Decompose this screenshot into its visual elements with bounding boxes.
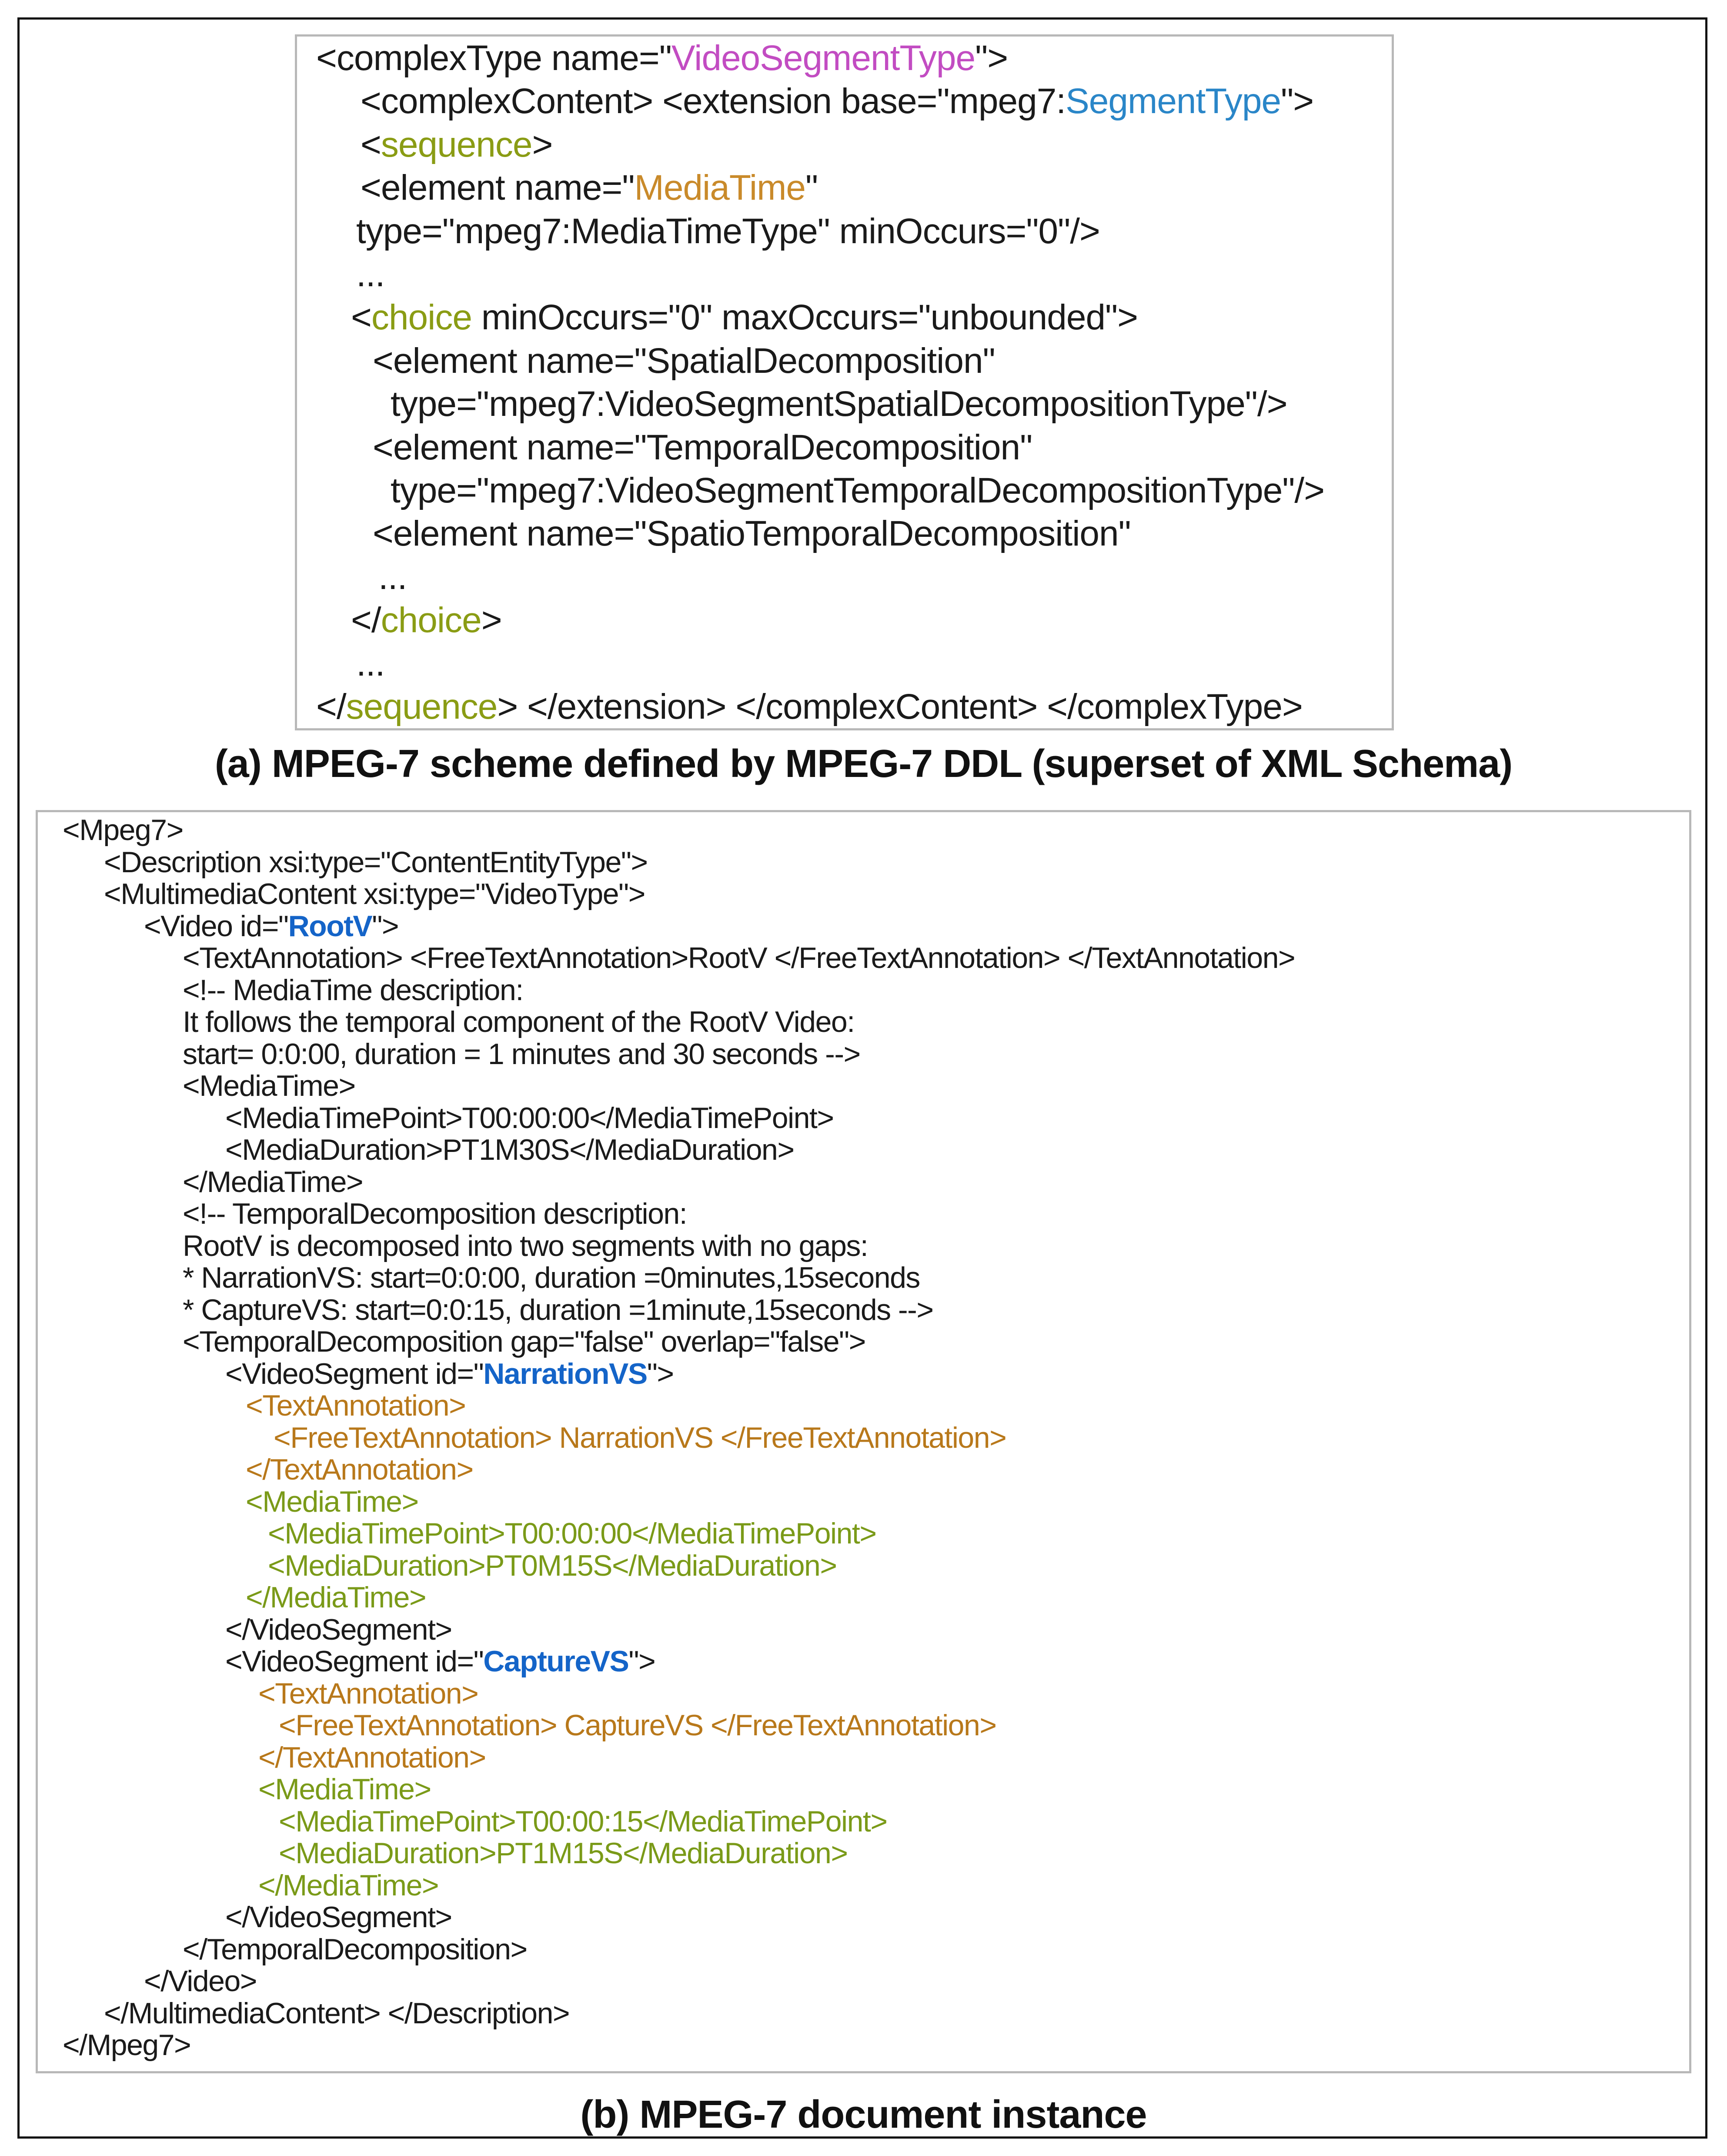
code-text: <complexContent> <extension base="mpeg7:: [361, 81, 1066, 121]
code-line: [279, 1838, 848, 1870]
code-line: [63, 2029, 190, 2062]
code-line: [183, 1230, 868, 1262]
code-text: <MediaDuration>PT1M30S</MediaDuration>: [225, 1133, 794, 1166]
code-line: [373, 339, 995, 382]
code-text: </: [316, 687, 346, 726]
code-line: [183, 1934, 527, 1966]
code-text: </Video>: [144, 1965, 257, 1998]
code-line: [391, 382, 1287, 425]
code-line: [183, 1262, 920, 1294]
code-text: </Mpeg7>: [63, 2029, 191, 2062]
code-line: [144, 1965, 257, 1998]
code-text: <element name="TemporalDecomposition": [373, 427, 1032, 467]
code-line: [225, 1102, 834, 1135]
code-highlight: CaptureVS: [483, 1645, 629, 1678]
code-text: <Mpeg7>: [63, 814, 183, 847]
code-text: </TemporalDecomposition>: [183, 1932, 527, 1966]
code-line: [391, 469, 1324, 512]
code-highlight: <MediaTime>: [258, 1773, 431, 1806]
code-highlight: SegmentType: [1066, 81, 1281, 121]
code-text: <MediaTime>: [183, 1069, 355, 1102]
code-line: [225, 1902, 452, 1934]
code-line: [104, 1998, 569, 2030]
code-text: * CaptureVS: start=0:0:15, duration =1minute,15seconds -->: [183, 1293, 933, 1326]
code-highlight: NarrationVS: [483, 1357, 647, 1390]
code-text: </VideoSegment>: [225, 1613, 452, 1646]
code-highlight: MediaTime: [634, 168, 806, 208]
code-highlight: RootV: [288, 909, 372, 943]
code-line: [246, 1390, 465, 1422]
code-text: <element name="SpatialDecomposition": [373, 341, 995, 381]
code-text: ">: [372, 909, 399, 943]
code-text: ...: [378, 557, 407, 597]
caption-b: (b) MPEG-7 document instance: [580, 2093, 1147, 2136]
code-line: [183, 1070, 355, 1102]
code-text: <VideoSegment id=": [225, 1357, 484, 1390]
code-line: [225, 1134, 794, 1166]
code-line: [351, 296, 1138, 339]
code-highlight: </TextAnnotation>: [258, 1741, 486, 1774]
code-highlight: <MediaTime>: [246, 1485, 418, 1518]
code-line: [225, 1358, 674, 1390]
code-line: [258, 1678, 478, 1710]
code-line: [183, 1166, 363, 1199]
code-text: ">: [628, 1645, 655, 1678]
code-line: [144, 911, 398, 943]
code-text: <TextAnnotation> <FreeTextAnnotation>RootV </FreeTextAnnotation> </TextAnnotation>: [183, 941, 1295, 974]
code-text: ": [805, 168, 818, 208]
code-highlight: <MediaTimePoint>T00:00:15</MediaTimePoint>: [279, 1804, 887, 1838]
code-highlight: <FreeTextAnnotation> NarrationVS </FreeTextAnnotation>: [274, 1421, 1006, 1454]
code-text: </VideoSegment>: [225, 1901, 452, 1934]
code-line: [268, 1518, 876, 1550]
code-text: </: [351, 600, 381, 640]
code-text: <complexType name=": [316, 38, 671, 78]
code-text: ">: [975, 38, 1008, 78]
code-text: <Video id=": [144, 909, 288, 943]
code-text: <VideoSegment id=": [225, 1645, 484, 1678]
code-line: [258, 1774, 431, 1806]
code-text: type="mpeg7:MediaTimeType" minOccurs="0"/>: [356, 211, 1100, 251]
code-line: [104, 878, 645, 911]
code-text: ...: [356, 643, 385, 683]
code-line: [316, 685, 1303, 728]
code-line: [351, 599, 502, 642]
code-line: [183, 1006, 855, 1038]
code-line: [268, 1550, 837, 1582]
code-text: type="mpeg7:VideoSegmentSpatialDecompositionType"/>: [391, 384, 1287, 424]
instance-code-box: [36, 810, 1691, 2073]
code-line: [356, 210, 1100, 253]
code-highlight: <TextAnnotation>: [246, 1389, 466, 1422]
code-text: ">: [1281, 81, 1314, 121]
code-highlight: <TextAnnotation>: [258, 1677, 478, 1710]
code-line: [361, 166, 818, 209]
code-line: [183, 1294, 933, 1326]
code-line: [63, 814, 183, 847]
code-line: [246, 1486, 418, 1518]
code-text: <element name="SpatioTemporalDecomposition": [373, 514, 1131, 554]
code-text: * NarrationVS: start=0:0:00, duration =0minutes,15seconds: [183, 1261, 920, 1294]
code-line: [246, 1454, 473, 1486]
code-text: > </extension> </complexContent> </complexType>: [497, 687, 1303, 726]
code-line: [373, 426, 1032, 469]
code-highlight: sequence: [346, 687, 498, 726]
code-text: <Description xsi:type="ContentEntityType">: [104, 845, 648, 879]
code-line: [316, 37, 1008, 80]
code-line: [378, 556, 407, 599]
code-text: </MediaTime>: [183, 1165, 363, 1199]
code-line: [279, 1806, 887, 1838]
code-highlight: choice: [371, 298, 472, 338]
code-text: >: [481, 600, 502, 640]
code-text: minOccurs="0" maxOccurs="unbounded">: [471, 298, 1138, 338]
code-highlight: <MediaDuration>PT0M15S</MediaDuration>: [268, 1549, 837, 1582]
code-text: start= 0:0:00, duration = 1 minutes and 30 seconds -->: [183, 1037, 860, 1071]
code-text: <: [351, 298, 371, 338]
code-text: RootV is decomposed into two segments with no gaps:: [183, 1229, 868, 1262]
code-highlight: </TextAnnotation>: [246, 1453, 473, 1486]
code-line: [183, 1038, 860, 1071]
code-text: <!-- MediaTime description:: [183, 973, 523, 1007]
code-highlight: </MediaTime>: [246, 1581, 426, 1614]
code-highlight: <MediaDuration>PT1M15S</MediaDuration>: [279, 1837, 848, 1870]
code-line: [361, 80, 1313, 123]
code-line: [274, 1422, 1006, 1454]
code-line: [225, 1646, 655, 1678]
code-line: [104, 847, 648, 879]
code-line: [361, 123, 552, 166]
schema-code-box: [295, 34, 1394, 730]
code-line: [373, 512, 1131, 555]
code-line: [356, 253, 384, 296]
code-line: [183, 942, 1295, 974]
code-text: type="mpeg7:VideoSegmentTemporalDecompositionType"/>: [391, 471, 1325, 510]
code-text: ...: [356, 254, 385, 294]
code-text: <: [361, 124, 381, 164]
code-highlight: </MediaTime>: [258, 1868, 439, 1902]
code-line: [279, 1710, 996, 1742]
code-text: >: [532, 124, 553, 164]
code-highlight: <FreeTextAnnotation> CaptureVS </FreeTextAnnotation>: [279, 1709, 996, 1742]
code-text: ">: [647, 1357, 674, 1390]
code-text: It follows the temporal component of the RootV Video:: [183, 1005, 855, 1038]
code-highlight: <MediaTimePoint>T00:00:00</MediaTimePoint>: [268, 1517, 876, 1550]
code-highlight: choice: [381, 600, 481, 640]
code-text: <!-- TemporalDecomposition description:: [183, 1197, 687, 1230]
code-text: <MultimediaContent xsi:type="VideoType">: [104, 877, 645, 911]
code-line: [356, 642, 384, 685]
code-line: [258, 1742, 486, 1774]
code-line: [183, 1326, 865, 1358]
code-text: </MultimediaContent> </Description>: [104, 1996, 570, 2030]
code-line: [225, 1614, 452, 1646]
code-line: [246, 1582, 426, 1614]
code-text: <TemporalDecomposition gap="false" overlap="false">: [183, 1325, 865, 1358]
code-highlight: VideoSegmentType: [671, 38, 975, 78]
code-line: [183, 974, 523, 1007]
code-highlight: sequence: [381, 124, 532, 164]
code-text: <MediaTimePoint>T00:00:00</MediaTimePoint>: [225, 1101, 834, 1135]
caption-a: (a) MPEG-7 scheme defined by MPEG-7 DDL (superset of XML Schema): [214, 742, 1513, 786]
code-line: [258, 1870, 438, 1902]
code-text: <element name=": [361, 168, 635, 208]
code-line: [183, 1198, 687, 1230]
